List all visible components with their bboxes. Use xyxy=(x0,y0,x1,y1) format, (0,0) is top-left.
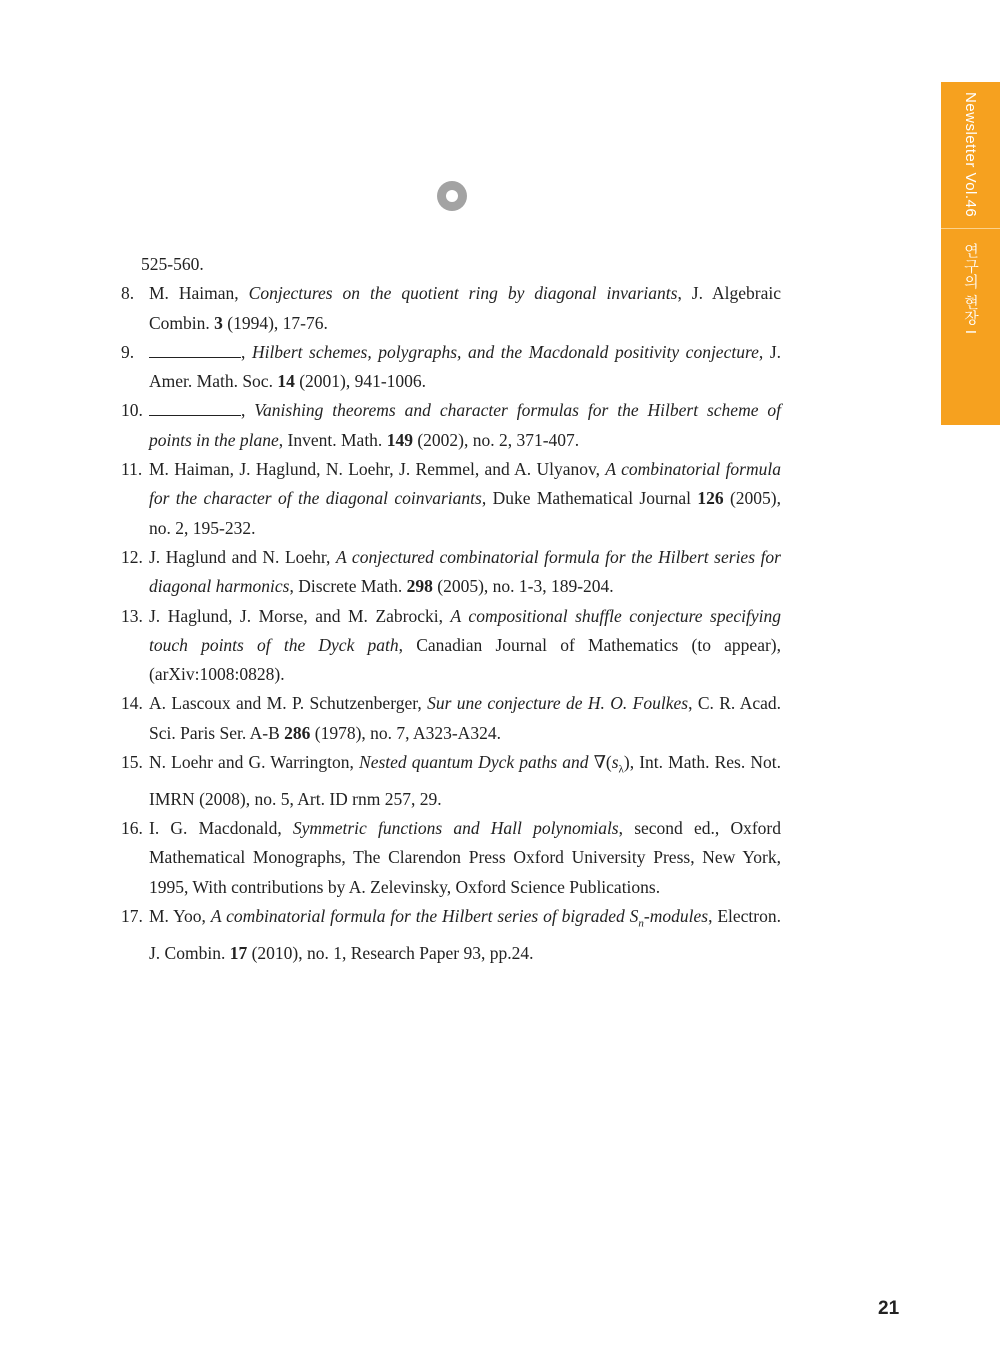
reference-number: 9. xyxy=(121,341,135,362)
reference-item-9: 9. , Hilbert schemes, polygraphs, and the Macdonald positivity conjecture, J. Amer. Math. Soc. 14 (2001), 941-1006. xyxy=(121,338,781,397)
page-number: 21 xyxy=(878,1298,900,1319)
section-side-tab xyxy=(941,82,1000,425)
reference-item-8: 8. M. Haiman, Conjectures on the quotient ring by diagonal invariants, J. Algebraic Combin. 3 (1994), 17-76. xyxy=(121,279,781,338)
author-repeat-blank xyxy=(149,397,241,416)
author-repeat-blank xyxy=(149,339,241,358)
reference-number: 14. xyxy=(121,693,143,714)
reference-continuation: 525-560. xyxy=(141,254,204,274)
newsletter-label-box xyxy=(941,82,1000,228)
reference-item-12: 12. J. Haglund and N. Loehr, A conjectured combinatorial formula for the Hilbert series for diagonal harmonics, Discrete Math. 298 (2005), no. 1-3, 189-204. xyxy=(121,543,781,602)
section-label: 연구의 현장 I xyxy=(962,243,979,335)
reference-number: 8. xyxy=(121,283,135,304)
reference-item-15: 15. N. Loehr and G. Warrington, Nested quantum Dyck paths and $\nabla(s_\lambda)$, Int. Math. Res. Not. IMRN (2008), no. 5, Art. ID rnm 257, 29. xyxy=(121,748,781,814)
reference-item-13: 13. J. Haglund, J. Morse, and M. Zabrocki, A compositional shuffle conjecture specifying touch points of the Dyck path, Canadian Journal of Mathematics (to appear), (arXiv:1008:0828). xyxy=(121,602,781,690)
reference-item-16: 16. I. G. Macdonald, Symmetric functions and Hall polynomials, second ed., Oxford Mathematical Monographs, The Clarendon Press Oxford University Press, New York, 1995, With contributions by A. Zelevinsky, Oxford Science Publications. xyxy=(121,814,781,902)
decorative-ring-icon xyxy=(437,181,467,211)
reference-item-14: 14. A. Lascoux and M. P. Schutzenberger, Sur une conjecture de H. O. Foulkes, C. R. Acad. Sci. Paris Ser. A-B 286 (1978), no. 7, A323-A324. xyxy=(121,689,781,748)
reference-number: 13. xyxy=(121,605,143,626)
reference-item-11: 11. M. Haiman, J. Haglund, N. Loehr, J. Remmel, and A. Ulyanov, A combinatorial formula for the character of the diagonal coinvariants, Duke Mathematical Journal 126 (2005), no. 2, 195-232. xyxy=(121,455,781,543)
reference-number: 16. xyxy=(121,818,143,839)
reference-item-17: 17. M. Yoo, A combinatorial formula for the Hilbert series of bigraded $S_n$-modules, Electron. J. Combin. 17 (2010), no. 1, Research Paper 93, pp.24. xyxy=(121,902,781,968)
section-label-box xyxy=(941,229,1000,425)
reference-number: 10. xyxy=(121,400,143,421)
reference-number: 11. xyxy=(121,459,143,480)
reference-item-10: 10. , Vanishing theorems and character formulas for the Hilbert scheme of points in the plane, Invent. Math. 149 (2002), no. 2, 371-407. xyxy=(121,396,781,455)
reference-number: 15. xyxy=(121,752,143,773)
newsletter-label: Newsletter Vol.46 xyxy=(962,92,979,218)
reference-number: 12. xyxy=(121,546,143,567)
reference-list xyxy=(121,250,781,968)
reference-number: 17. xyxy=(121,906,143,927)
